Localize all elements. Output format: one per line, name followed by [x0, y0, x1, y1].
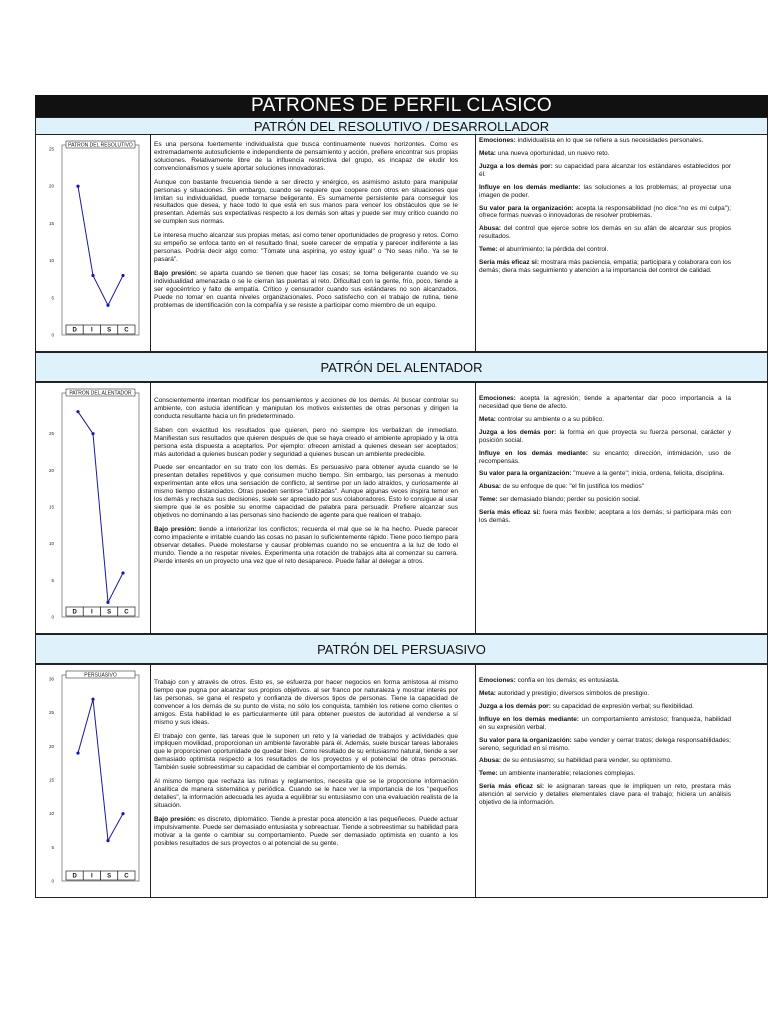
trait-item — [479, 677, 731, 685]
data-point-c — [121, 274, 124, 277]
paragraph-text: un ambiente inanterable; relaciones complejas. — [497, 770, 636, 778]
disc-chart-svg — [36, 665, 149, 897]
paragraph-text: es discreto, diplomático. Tiende a prestar poca atención a las pequeñeces. Puede actuar impulsivamente. Puede ser demasiado entusiasta y sobreactuar. Tiende a sobreestimar su habilidad para motivar a la gente o cambiar su comportamiento. Puede ser demasiado optimista en cuanto a los posibles resultados de sus proyectos o al potencial de su gente. — [154, 815, 458, 847]
trait-item — [479, 716, 731, 732]
description-paragraph — [154, 526, 458, 566]
trait-item — [479, 395, 731, 411]
y-tick-label: 20 — [48, 743, 54, 749]
trait-item — [479, 770, 731, 778]
paragraph-text: acepta la responsabilidad (no dice:"no es mi culpa"); ofrece formas nuevas o innovadoras de resolver problemas. — [479, 204, 731, 220]
trait-item — [479, 205, 731, 221]
description-paragraph — [154, 270, 458, 310]
trait-item — [479, 246, 731, 254]
trait-label: Influye en los demás mediante: — [479, 715, 580, 723]
paragraph-text: tiende a interiorizar los conflictos; recuerda el mal que se le ha hecho. Puede parecer como impaciente e irritable cuando las cosas no pasan lo suficientemente rápido. Tiene poco tiempo para observar detalles. Puede molestarse y causar problemas cuando no se encuentra a la luz de todo el mundo. Tiende a no respetar niveles. Experimenta una rotación de trabajos alta al comenzar su carrera. Pierde interés en un proyecto una vez que el reto desaparece. Puede fallar al delegar a otros. — [154, 525, 458, 565]
description-paragraph — [154, 778, 458, 810]
trait-label: Influye en los demás mediante: — [479, 183, 581, 191]
paragraph-text: sabe vender y cerrar tratos; delega responsabilidades; sereno, seguridad en sí mismo. — [479, 736, 731, 752]
description-paragraph — [154, 179, 458, 227]
trait-label: Meta: — [479, 415, 496, 423]
paragraph-text: una nueva oportunidad, un nuevo reto. — [495, 149, 610, 157]
trait-label: Bajo presión: — [154, 269, 197, 277]
paragraph-text: la forma en que proyecta su fuerza personal, carácter y posición social. — [479, 428, 732, 444]
trait-item — [479, 416, 731, 424]
y-tick-label: 10 — [48, 258, 54, 264]
paragraph-text: fuera más flexible; aceptara a los demás; si participara más con los demás. — [479, 509, 731, 525]
description-paragraph — [154, 232, 458, 264]
paragraph-text: Es una persona fuertemente individualista que busca continuamente nuevos horizontes. Como es extremadamente autosuficiente e independiente de pensamiento y acción, prefiere encontrar sus propias soluciones. Relativamente libre de la influencia restrictiva del grupo, es incapaz de eludir los convencionalismos y suele aportar soluciones innovadoras. — [154, 141, 458, 172]
paragraph-text: un comportamiento amistoso; franqueza, habilidad en su expresión verbal. — [479, 715, 731, 731]
description-text — [154, 397, 458, 572]
y-tick-label: 15 — [48, 504, 54, 510]
paragraph-text: su encanto; dirección, intimidación, uso de recompensas. — [479, 449, 731, 465]
description-paragraph — [154, 816, 458, 848]
trait-label: Sería más eficaz si: — [479, 509, 541, 517]
paragraph-text: su capacidad para alcanzar los estándares establecidos por él. — [479, 162, 731, 178]
trait-item — [479, 703, 731, 711]
category-label-d: D — [72, 327, 77, 334]
trait-item — [479, 470, 731, 478]
trait-label: Teme: — [479, 246, 498, 254]
chart-title: PATRON DEL RESOLUTIVO — [68, 142, 133, 149]
data-point-s — [106, 304, 109, 307]
description-paragraph — [154, 733, 458, 773]
page-title: PATRONES DE PERFIL CLASICO — [35, 95, 768, 117]
paragraph-text: mostrara más paciencia, empatía; participara y colaborara con los demás; diera más seguimiento y atención a la importancia del control de calidad. — [479, 259, 731, 275]
paragraph-text: "mueve a la gente"; inicia, ordena, felicita, disciplina. — [571, 470, 725, 478]
trait-label: Bajo presión: — [154, 815, 196, 823]
paragraph-text: se aparta cuando se tienen que hacer las cosas; se torna beligerante cuando ve su individualidad amenazada o se le cierran las puertas al reto. Dificultad con la gente, frío, poco, tiende a ser egocéntrico y falto de empatía. Crítico y censurador cuando sus estándares no son alcanzados. Puede no tomar en cuanta niveles organizacionales. Poco satisfecho con el trabajo de rutina, tiene problemas de identificación con la compañía y se resiste a participar como miembro de un equipo. — [154, 269, 458, 309]
traits-text — [479, 395, 731, 530]
trait-item — [479, 737, 731, 753]
trait-label: Emociones: — [479, 395, 516, 402]
disc-chart-svg — [36, 135, 149, 351]
section-heading-alentador: PATRÓN DEL ALENTADOR — [35, 352, 768, 382]
description-paragraph — [154, 397, 458, 421]
trait-item — [479, 429, 731, 445]
section-resolutivo — [35, 134, 768, 352]
y-tick-label: 5 — [51, 577, 54, 583]
traits-text — [479, 137, 731, 280]
paragraph-text: Puede ser encantador en su trato con los demás. Es persuasivo para obtener ayuda cuando se le presentan detalles repetitivos y que consumen mucho tiempo. Sin embargo, las personas a menudo experimentan ante ellos una sensación de conflicto, al sentirse por un lado atraídos, y curiosamente al mismo tiempo distanciados. Otras pueden sentirse "utilizadas". Aunque algunas veces inspira temor en los demás y rechaza sus decisiones, suele ser apreciado por sus colaboradores. Esto lo consigue al usar siempre que le es posible su enorme capacidad de palabra para persuadir. Prefiere alcanzar sus objetivos no dominando a las personas sino haciendo de agente para que realicen el trabajo. — [154, 464, 458, 519]
y-tick-label: 25 — [48, 431, 54, 437]
paragraph-text: acepta la agresión; tiende a apartentar dar poco importancia a la necesidad que tiene de afecto. — [479, 395, 731, 410]
chart-title: PERSUASIVO — [84, 672, 117, 679]
paragraph-text: de su entusiasmo; su habilidad para vender, su optimismo. — [501, 757, 672, 765]
trait-label: Su valor para la organización: — [479, 470, 572, 478]
category-label-i: I — [91, 873, 93, 880]
y-tick-label: 20 — [48, 183, 54, 189]
paragraph-text: Le interesa mucho alcanzar sus propias metas, así como tener oportunidades de progreso y retos. Como su empeño se enfoca tanto en el resultado final, suele carecer de empatía y parecer indiferente a las personas. Podría decir algo como: "Tómate una aspirina, yo estoy igual" o "No seas niño. Ya se te pasará". — [154, 232, 458, 263]
paragraph-text: su capacidad de expresión verbal; su flexibilidad. — [550, 702, 694, 710]
y-tick-label: 10 — [48, 541, 54, 547]
trait-label: Teme: — [479, 496, 498, 504]
traits-text — [479, 677, 731, 812]
trait-item — [479, 184, 731, 200]
category-label-c: C — [124, 327, 129, 334]
y-tick-label: 20 — [48, 467, 54, 473]
y-tick-label: 0 — [51, 332, 54, 338]
paragraph-text: le asignaran tareas que le impliquen un reto, prestara más atención al servicio y detalles elementales clave para el trabajo; hiciera un análisis objetivo de la información. — [479, 783, 731, 807]
category-label-c: C — [124, 873, 129, 880]
data-point-i — [91, 432, 94, 435]
trait-item — [479, 783, 731, 807]
plot-area — [62, 672, 139, 881]
paragraph-text: de su enfoque de que: "el fin justifica los medios" — [501, 483, 645, 491]
y-tick-label: 5 — [51, 844, 54, 850]
trait-label: Sería más eficaz si: — [479, 259, 540, 267]
section-heading-resolutivo: PATRÓN DEL RESOLUTIVO / DESARROLLADOR — [35, 117, 768, 135]
paragraph-text: Saben con exactitud los resultados que quieren, pero no siempre los verbalizan de inmediato. Manifiestan sus resultados que quieren después de que se haya creado el ambiente apropiado y la otra persona esta dispuesta a aceptarlos. Por ejemplo: ofrecen amistad a quienes desean ser aceptados; más autoridad a quienes buscan poder y seguridad a quienes buscan un ambiente predecible. — [154, 426, 458, 458]
disc-chart-svg — [36, 383, 149, 633]
paragraph-text: el aburrimiento; la pérdida del control. — [497, 246, 609, 254]
trait-label: Juzga a los demás por: — [479, 162, 553, 170]
paragraph-text: Aunque con bastante frecuencia tiende a ser directo y enérgico, es asimismo astuto para manipular personas y situaciones. Sin embargo, cuando se requiere que coopere con otros en situaciones que limitan su individualidad, puede tornarse beligerante. Es sumamente persistente para conseguir los resultados que desea, y hace todo lo que está en sus manos para vencer los obstáculos que se le presentan. Además sus expectativas respecto a los demás son altas y puede ser muy crítico cuando no se cumplen sus normas. — [154, 178, 458, 226]
trait-label: Sería más eficaz si: — [479, 783, 545, 791]
category-label-d: D — [72, 873, 77, 880]
data-point-c — [121, 812, 124, 815]
y-tick-label: 5 — [51, 295, 54, 301]
paragraph-text: del control que ejerce sobre los demás en su afán de alcanzar sus propios resultados. — [479, 225, 731, 241]
paragraph-text: individualista en lo que se refiere a sus necesidades personales. — [515, 137, 704, 144]
trait-item — [479, 509, 731, 525]
trait-label: Abusa: — [479, 225, 502, 233]
data-point-s — [106, 839, 109, 842]
trait-label: Influye en los demás mediante: — [479, 449, 588, 457]
trait-item — [479, 690, 731, 698]
trait-label: Abusa: — [479, 757, 502, 765]
paragraph-text: Conscientemente intentan modificar los pensamientos y acciones de los demás. Al buscar controlar su ambiente, con astucia identifican y manipulan los motivos existentes de otras personas y dirigen la conducta resultante hacia un fin predeterminado. — [154, 397, 458, 420]
trait-item — [479, 259, 731, 275]
chart-persuasivo — [36, 665, 149, 897]
y-tick-label: 15 — [48, 220, 54, 226]
y-tick-label: 10 — [48, 811, 54, 817]
paragraph-text: Trabajo con y através de otros. Esto es, se esfuerza por hacer negocios en forma amistosa al mismo tiempo que pugna por alcanzar sus propios objetivos. al ser franco por naturaleza y mostrar interés por las personas, se gana el respeto y confianza de diversos tipos de personas. Tiene la capacidad de convencer a los demás de su punto de vista, no sólo los conquista, también los retiene como clientes o amigos. Esta habilidad le es particularmente útil para obtener puestos de autoridad al venderse a sí mismo y sus ideas. — [154, 679, 458, 726]
plot-area — [62, 142, 139, 335]
description-paragraph — [154, 141, 458, 173]
paragraph-text: El trabajo con gente, las tareas que le suponen un reto y la variedad de trabajos y actividades que impliquen movilidad, proporcionan un ambiente favorable para él. Además, suele buscar tareas laborales que le proporcionen oportunidade de quedar bien. Como resultado de su entusiasmo natural, tiende a ser demasiado optimista respecto a los resultados de los proyectos y el potencial de otras personas. También suele sobreestimar su capacidad de cambiar el comportamiento de los demás. — [154, 732, 458, 772]
data-point-s — [106, 601, 109, 604]
y-tick-label: 15 — [48, 777, 54, 783]
category-label-i: I — [91, 327, 93, 334]
trait-item — [479, 450, 731, 466]
data-point-d — [76, 185, 79, 188]
y-tick-label: 30 — [48, 676, 54, 682]
data-point-d — [76, 410, 79, 413]
paragraph-text: ser demasiado blando; perder su posición social. — [497, 496, 641, 504]
description-paragraph — [154, 679, 458, 727]
y-tick-label: 0 — [51, 614, 54, 620]
section-alentador — [35, 382, 768, 634]
paragraph-text: las soluciones a los problemas; al proyectar una imagen de poder. — [479, 183, 731, 199]
description-text — [154, 141, 458, 316]
data-point-d — [76, 751, 79, 754]
y-tick-label: 25 — [48, 710, 54, 716]
section-heading-persuasivo: PATRÓN DEL PERSUASIVO — [35, 634, 768, 664]
trait-label: Su valor para la organización: — [479, 736, 572, 744]
paragraph-text: confía en los demás; es entusiasta. — [515, 677, 620, 684]
trait-label: Abusa: — [479, 483, 502, 491]
trait-label: Juzga a los demás por: — [479, 428, 557, 436]
description-paragraph — [154, 464, 458, 519]
category-label-i: I — [91, 609, 93, 616]
section-persuasivo — [35, 664, 768, 898]
trait-item — [479, 137, 731, 145]
trait-label: Meta: — [479, 689, 496, 697]
trait-item — [479, 496, 731, 504]
trait-label: Juzga a los demás por: — [479, 702, 551, 710]
trait-item — [479, 163, 731, 179]
trait-label: Su valor para la organización: — [479, 204, 574, 212]
trait-item — [479, 225, 731, 241]
paragraph-text: controlar su ambiente o a su público. — [495, 415, 605, 423]
trait-label: Teme: — [479, 770, 498, 778]
y-tick-label: 0 — [51, 878, 54, 884]
trait-label: Emociones: — [479, 137, 516, 144]
category-label-c: C — [124, 609, 129, 616]
trait-label: Bajo presión: — [154, 525, 197, 533]
chart-title: PATRON DEL ALENTADOR — [69, 390, 132, 397]
category-label-d: D — [72, 609, 77, 616]
y-tick-label: 25 — [48, 146, 54, 152]
trait-label: Meta: — [479, 149, 496, 157]
data-point-c — [121, 571, 124, 574]
trait-item — [479, 757, 731, 765]
chart-resolutivo — [36, 135, 149, 351]
category-label-s: S — [107, 873, 112, 880]
paragraph-text: Al mismo tiempo que rechaza las rutinas y reglamentos, necesita que se le proporcione información analítica de manera sistemática y periódica. Cuando se le hace ver la importancia de los "pequeños detalles", la información adecuada les ayuda a equilibrar su entusiasmo con una evaluación realista de la situación. — [154, 778, 458, 809]
description-paragraph — [154, 427, 458, 459]
description-text — [154, 679, 458, 854]
trait-label: Emociones: — [479, 677, 516, 684]
data-point-i — [91, 698, 94, 701]
category-label-s: S — [107, 327, 112, 334]
plot-area — [62, 390, 139, 617]
category-label-s: S — [107, 609, 112, 616]
paragraph-text: autoridad y prestigio; diversos símbolos de prestigio. — [495, 689, 650, 697]
data-point-i — [91, 274, 94, 277]
trait-item — [479, 483, 731, 491]
trait-item — [479, 150, 731, 158]
chart-alentador — [36, 383, 149, 633]
